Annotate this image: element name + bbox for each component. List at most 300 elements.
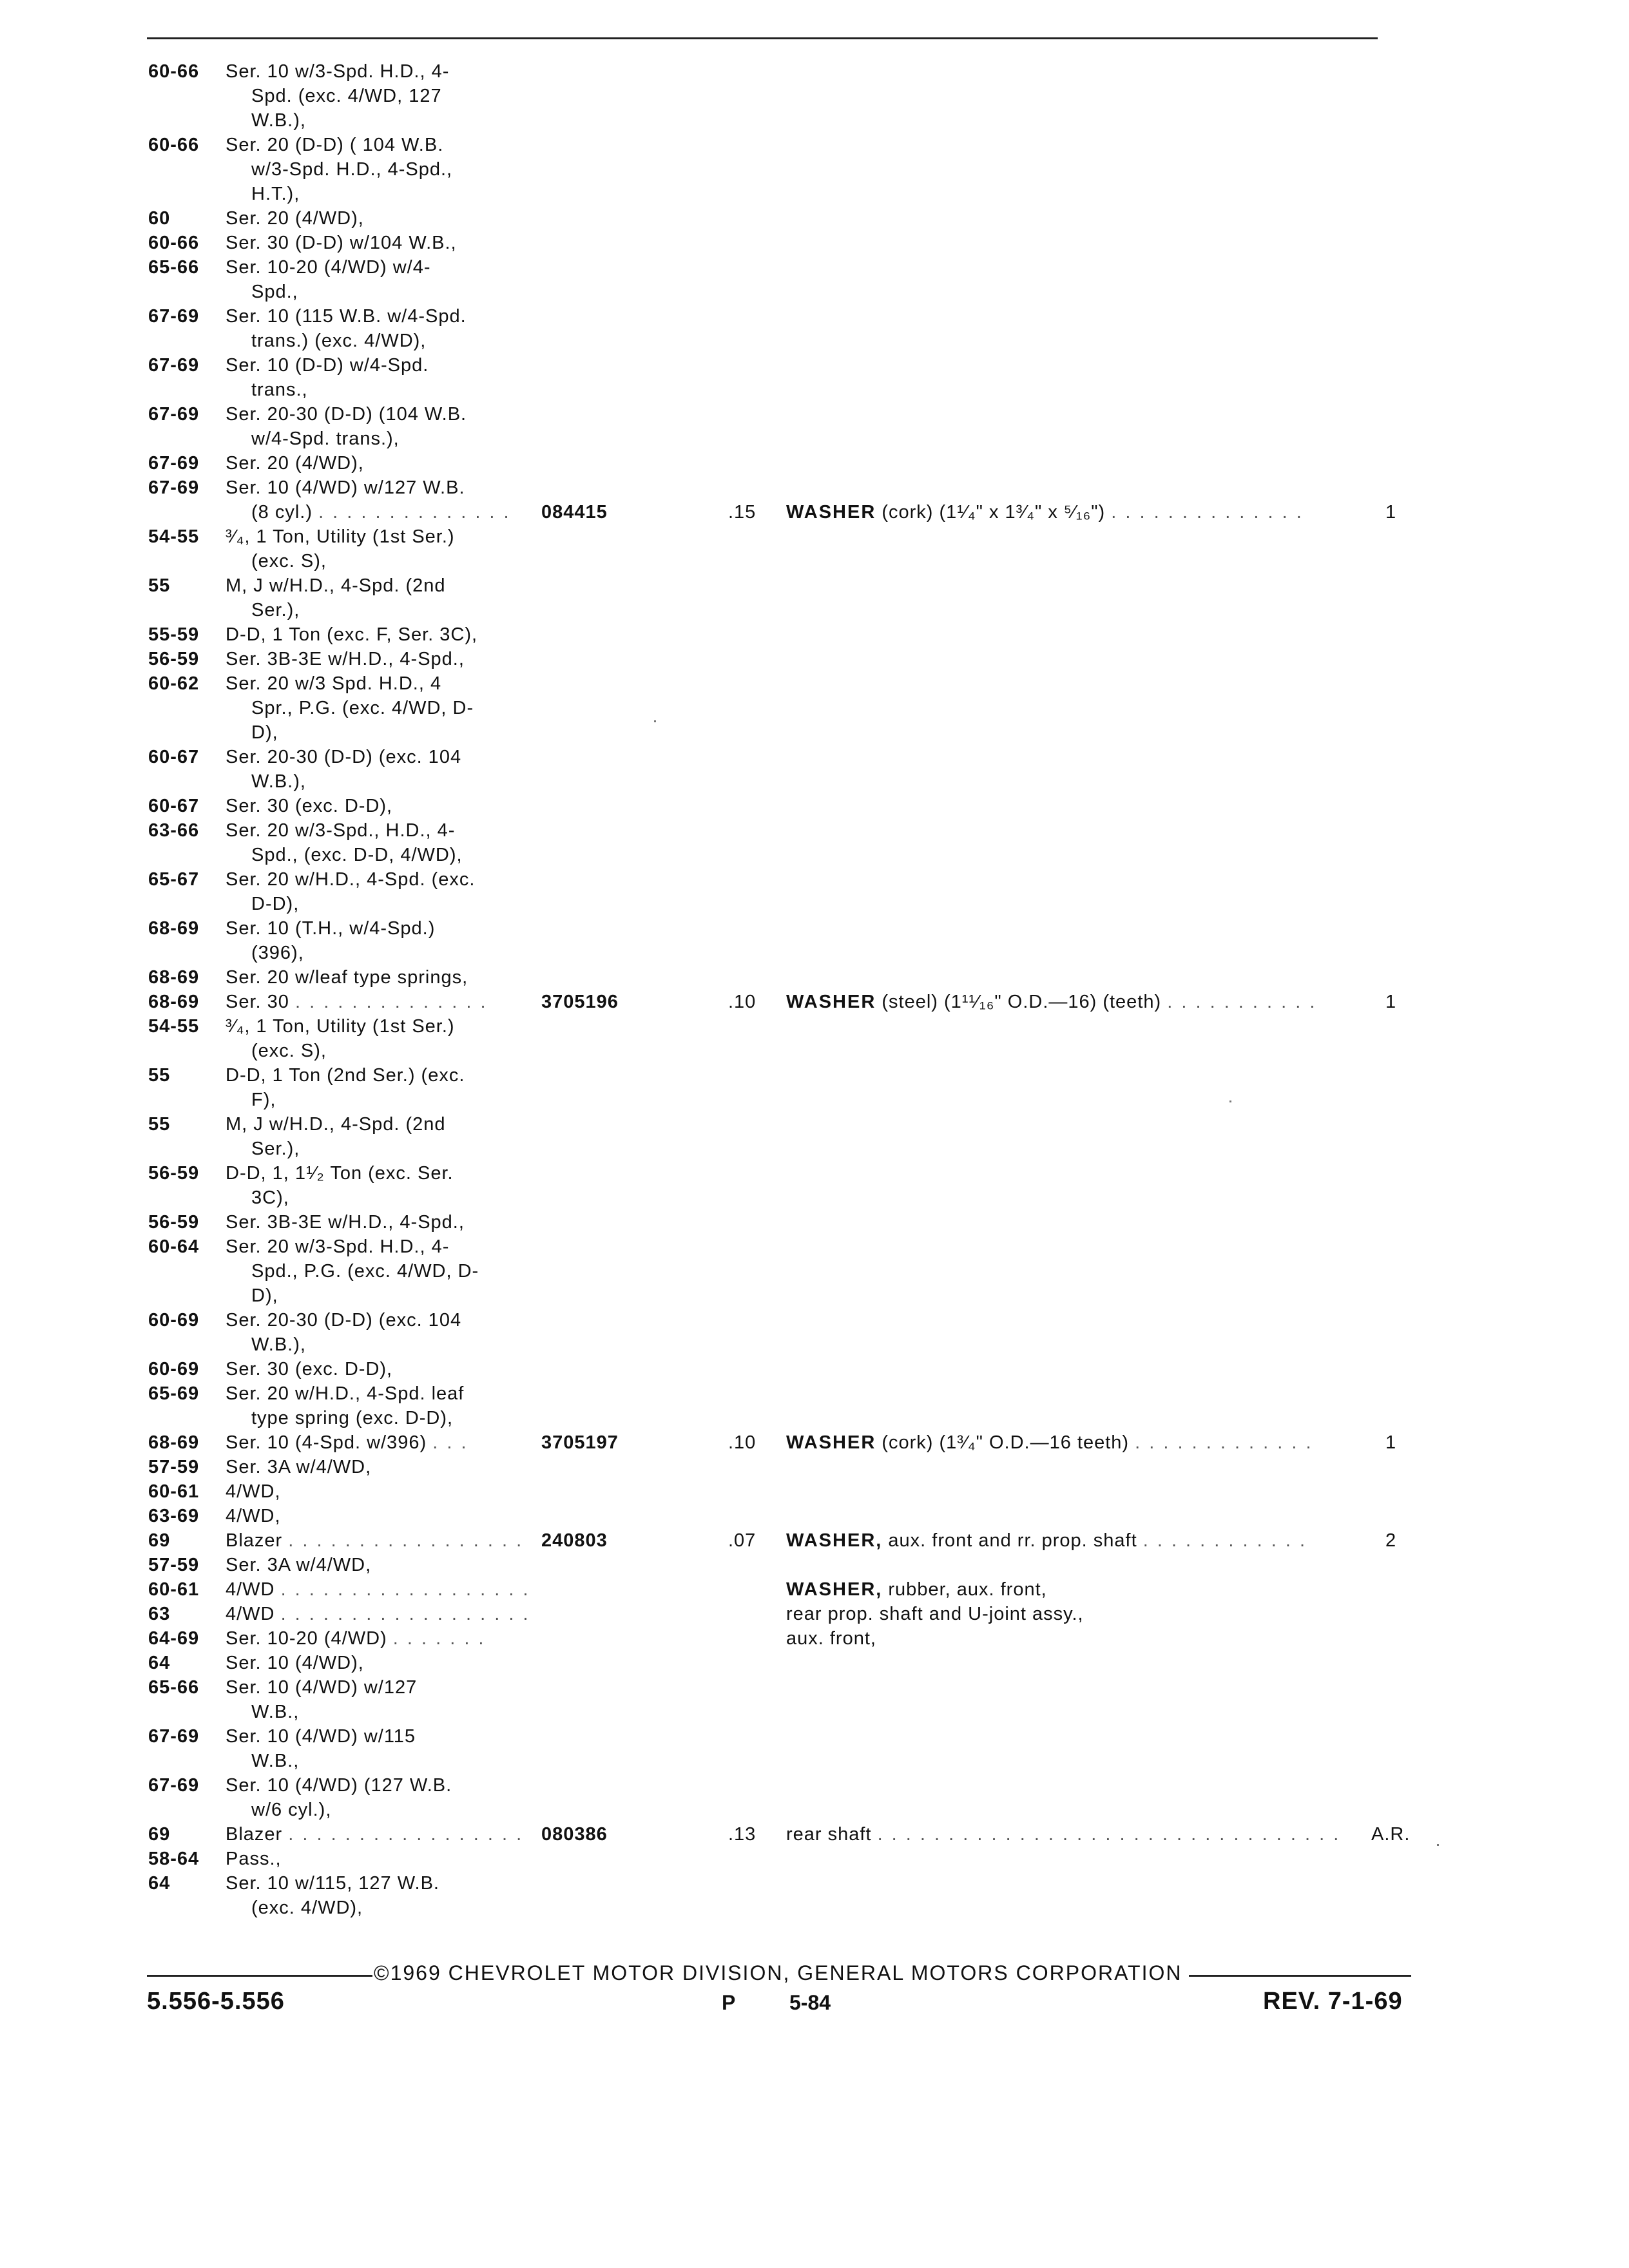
description-text: 3C), [251, 1187, 289, 1208]
application-description [226, 1210, 465, 1235]
footer-rule-right [1189, 1975, 1411, 1977]
model-years: 60-64 [148, 1236, 200, 1257]
description-text: Ser. 10 (4/WD), [226, 1653, 364, 1673]
model-years: 60-61 [148, 1579, 200, 1600]
model-years: 55 [148, 1065, 171, 1086]
part-name-detail: (cork) (1³⁄₄" O.D.—16 teeth) [876, 1432, 1130, 1453]
model-years: 63 [148, 1604, 171, 1624]
list-row [0, 206, 1629, 231]
list-row [0, 524, 1629, 549]
description-text: 4/WD, [226, 1506, 281, 1526]
scan-speck [1229, 1100, 1231, 1102]
description-text: Ser. 10 (D-D) w/4-Spd. [226, 355, 429, 376]
part-name [786, 1626, 876, 1651]
application-description [226, 647, 465, 671]
top-rule [147, 37, 1378, 39]
model-years: 60-62 [148, 673, 200, 694]
application-description [226, 524, 455, 549]
list-row [0, 1896, 1629, 1920]
list-row [0, 1430, 1629, 1455]
list-row [0, 402, 1629, 427]
description-text: ³⁄₄, 1 Ton, Utility (1st Ser.) [226, 1016, 455, 1037]
page-letter: P [722, 1991, 736, 2014]
list-row [0, 720, 1629, 745]
description-text: trans., [251, 380, 308, 400]
application-description [226, 353, 429, 378]
application-description [226, 451, 364, 476]
model-years: 65-67 [148, 869, 200, 890]
list-row [0, 1528, 1629, 1553]
model-years: 55 [148, 575, 171, 596]
list-row [0, 1235, 1629, 1259]
model-years: 54-55 [148, 1016, 200, 1037]
application-description [226, 402, 467, 427]
list-row [0, 1675, 1629, 1700]
part-number: 240803 [541, 1530, 608, 1551]
leader-dots: . . . . . . . . . . . . . . . . . [288, 1824, 524, 1845]
description-text: Ser. 3B-3E w/H.D., 4-Spd., [226, 649, 465, 669]
list-row [0, 1504, 1629, 1528]
list-row [0, 671, 1629, 696]
description-text: Ser. 10-20 (4/WD) [226, 1628, 387, 1649]
description-text: trans.) (exc. 4/WD), [251, 331, 427, 351]
description-text: Ser. 30 (exc. D-D), [226, 796, 393, 816]
description-text: Ser. 30 [226, 992, 289, 1012]
part-name-heading: WASHER, [786, 1530, 883, 1551]
list-row [0, 133, 1629, 157]
application-description [226, 745, 461, 769]
list-row [0, 500, 1629, 524]
part-name-detail: aux. front, [786, 1628, 876, 1649]
application-description [226, 1455, 371, 1479]
model-years: 54-55 [148, 526, 200, 547]
scan-speck [654, 720, 656, 722]
model-years: 68-69 [148, 967, 200, 988]
application-description [226, 671, 441, 696]
description-text: Pass., [226, 1849, 282, 1869]
list-row [0, 965, 1629, 990]
description-text: D-D, 1 Ton (exc. F, Ser. 3C), [226, 624, 478, 645]
application-description [226, 1773, 452, 1798]
application-description [251, 157, 452, 182]
description-text: Blazer [226, 1824, 283, 1845]
list-row [0, 108, 1629, 133]
application-description [251, 1406, 453, 1430]
part-name-heading: WASHER [786, 1432, 876, 1453]
list-row [0, 1871, 1629, 1896]
application-description [226, 1675, 417, 1700]
application-description [251, 84, 442, 108]
model-years: 64-69 [148, 1628, 200, 1649]
model-years: 65-66 [148, 1677, 200, 1698]
price: .10 [728, 1432, 757, 1453]
application-description [226, 916, 435, 941]
list-row [0, 1186, 1629, 1210]
model-years: 60-69 [148, 1359, 200, 1379]
part-number: 3705196 [541, 992, 619, 1012]
description-text: Ser. 3A w/4/WD, [226, 1457, 372, 1477]
list-row [0, 231, 1629, 255]
application-description [251, 769, 306, 794]
leader-dots: . . . . . . . . . . . . . [1135, 1432, 1313, 1453]
application-description [251, 427, 400, 451]
model-years: 60-67 [148, 747, 200, 767]
description-text: M, J w/H.D., 4-Spd. (2nd [226, 575, 446, 596]
list-row [0, 647, 1629, 671]
part-name-detail: (steel) (1¹¹⁄₁₆" O.D.—16) (teeth) [876, 992, 1162, 1012]
part-name-detail: (cork) (1¹⁄₄" x 1³⁄₄" x ⁵⁄₁₆") [876, 502, 1106, 523]
model-years: 67-69 [148, 355, 200, 376]
model-years: 67-69 [148, 404, 200, 425]
part-number: 3705197 [541, 1432, 619, 1453]
description-text: Spd., [251, 282, 298, 302]
list-row [0, 1308, 1629, 1332]
list-row [0, 818, 1629, 843]
model-years: 69 [148, 1824, 171, 1845]
model-years: 60-69 [148, 1310, 200, 1331]
description-text: W.B.), [251, 771, 306, 792]
description-text: D), [251, 1285, 278, 1306]
description-text: Ser. 20 w/3 Spd. H.D., 4 [226, 673, 442, 694]
model-years: 65-66 [148, 257, 200, 278]
application-description [251, 1798, 331, 1822]
description-text: Ser. 20 w/leaf type springs, [226, 967, 468, 988]
model-years: 60-66 [148, 61, 200, 82]
model-years: 67-69 [148, 1775, 200, 1796]
application-description [226, 1626, 486, 1651]
model-years: 63-66 [148, 820, 200, 841]
list-row [0, 329, 1629, 353]
part-name-detail: rubber, aux. front, [882, 1579, 1047, 1600]
application-description [251, 549, 327, 573]
description-text: 4/WD [226, 1604, 275, 1624]
application-description [226, 1430, 468, 1455]
application-description [226, 1822, 523, 1847]
model-years: 58-64 [148, 1849, 200, 1869]
description-text: Ser. 20 w/H.D., 4-Spd. (exc. [226, 869, 476, 890]
application-description [251, 941, 304, 965]
application-description [226, 1651, 364, 1675]
description-text: Ser. 30 (exc. D-D), [226, 1359, 393, 1379]
description-text: Ser. 20 w/3-Spd., H.D., 4- [226, 820, 456, 841]
description-text: w/6 cyl.), [251, 1800, 332, 1820]
description-text: D-D), [251, 894, 300, 914]
list-row [0, 59, 1629, 84]
list-row [0, 990, 1629, 1014]
application-description [226, 1479, 281, 1504]
description-text: w/3-Spd. H.D., 4-Spd., [251, 159, 453, 180]
description-text: Ser. 20-30 (D-D) (exc. 104 [226, 1310, 462, 1331]
list-row [0, 1210, 1629, 1235]
leader-dots: . . . . . . . . . . . [1167, 992, 1317, 1012]
description-text: Ser. 10 (4-Spd. w/396) [226, 1432, 427, 1453]
price: .07 [728, 1530, 757, 1551]
model-years: 60-66 [148, 135, 200, 155]
application-description [226, 1063, 465, 1088]
list-row [0, 1553, 1629, 1577]
application-description [226, 59, 449, 84]
application-description [226, 1308, 461, 1332]
application-description [226, 133, 443, 157]
description-text: H.T.), [251, 184, 300, 204]
description-text: M, J w/H.D., 4-Spd. (2nd [226, 1114, 446, 1135]
description-text: type spring (exc. D-D), [251, 1408, 454, 1428]
price: .15 [728, 502, 757, 523]
list-row [0, 598, 1629, 622]
description-text: W.B.), [251, 1334, 306, 1355]
list-row [0, 941, 1629, 965]
description-text: Spr., P.G. (exc. 4/WD, D- [251, 698, 474, 718]
list-row [0, 549, 1629, 573]
quantity: A.R. [1371, 1824, 1411, 1845]
part-name [786, 1822, 1340, 1847]
description-text: Ser. 20 (D-D) ( 104 W.B. [226, 135, 444, 155]
list-row [0, 255, 1629, 280]
part-name-detail: rear prop. shaft and U-joint assy., [786, 1604, 1084, 1624]
list-row [0, 1283, 1629, 1308]
leader-dots: . . . . . . . . . . . . . . [294, 992, 488, 1012]
application-description [226, 867, 475, 892]
model-years: 65-69 [148, 1383, 200, 1404]
model-years: 69 [148, 1530, 171, 1551]
description-text: Ser. 3B-3E w/H.D., 4-Spd., [226, 1212, 465, 1233]
list-row [0, 1381, 1629, 1406]
application-description [226, 1602, 530, 1626]
part-name-detail: aux. front and rr. prop. shaft [882, 1530, 1137, 1551]
price: .10 [728, 992, 757, 1012]
list-row [0, 696, 1629, 720]
price: .13 [728, 1824, 757, 1845]
application-description [251, 1896, 363, 1920]
description-text: Ser.), [251, 600, 300, 620]
model-years: 64 [148, 1653, 171, 1673]
description-text: Spd. (exc. 4/WD, 127 [251, 86, 442, 106]
model-years: 56-59 [148, 649, 200, 669]
quantity: 1 [1385, 992, 1397, 1012]
leader-dots: . . . . . . . . . . . . . . [1111, 502, 1304, 523]
leader-dots: . . . . . . . . . . . . [1142, 1530, 1307, 1551]
part-name [786, 990, 1316, 1014]
list-row [0, 1039, 1629, 1063]
description-text: Ser. 10 (4/WD) (127 W.B. [226, 1775, 452, 1796]
part-name-detail: rear shaft [786, 1824, 872, 1845]
application-description [226, 1381, 464, 1406]
description-text: W.B., [251, 1702, 300, 1722]
application-description [251, 1088, 276, 1112]
application-description [251, 1137, 300, 1161]
description-text: ³⁄₄, 1 Ton, Utility (1st Ser.) [226, 526, 455, 547]
list-row [0, 451, 1629, 476]
application-description [251, 108, 306, 133]
list-row [0, 182, 1629, 206]
footer-rule-left [147, 1975, 372, 1977]
description-text: D), [251, 722, 278, 743]
application-description [226, 231, 457, 255]
application-description [251, 720, 278, 745]
part-name [786, 1602, 1084, 1626]
model-years: 67-69 [148, 453, 200, 474]
application-description [251, 329, 426, 353]
list-row [0, 1577, 1629, 1602]
application-description [226, 1014, 455, 1039]
model-years: 60-61 [148, 1481, 200, 1502]
description-text: Spd., (exc. D-D, 4/WD), [251, 845, 463, 865]
leader-dots: . . . . . . . . . . . . . . [318, 502, 511, 523]
application-description [226, 794, 392, 818]
list-row [0, 1847, 1629, 1871]
description-text: 4/WD [226, 1579, 275, 1600]
model-years: 68-69 [148, 1432, 200, 1453]
list-row [0, 1332, 1629, 1357]
application-description [251, 598, 300, 622]
list-row [0, 1700, 1629, 1724]
application-description [251, 378, 308, 402]
part-number: 084415 [541, 502, 608, 523]
description-text: F), [251, 1090, 276, 1110]
application-description [251, 1259, 479, 1283]
model-years: 67-69 [148, 477, 200, 498]
list-row [0, 304, 1629, 329]
list-row [0, 1112, 1629, 1137]
list-row [0, 794, 1629, 818]
application-description [251, 500, 511, 524]
part-name [786, 1430, 1313, 1455]
leader-dots: . . . . . . . [392, 1628, 486, 1649]
application-description [226, 1504, 281, 1528]
application-description [251, 843, 463, 867]
application-description [251, 1039, 327, 1063]
description-text: w/4-Spd. trans.), [251, 428, 400, 449]
description-text: Ser. 30 (D-D) w/104 W.B., [226, 233, 457, 253]
revision-date: REV. 7-1-69 [1263, 1988, 1403, 2015]
description-text: Ser. 10 w/115, 127 W.B. [226, 1873, 439, 1894]
list-row [0, 1822, 1629, 1847]
description-text: Spd., P.G. (exc. 4/WD, D- [251, 1261, 479, 1282]
application-description [251, 182, 300, 206]
application-description [226, 818, 455, 843]
list-row [0, 1161, 1629, 1186]
model-years: 55 [148, 1114, 171, 1135]
page-number: 5-84 [789, 1991, 831, 2014]
quantity: 2 [1385, 1530, 1397, 1551]
list-row [0, 916, 1629, 941]
application-description [226, 1528, 523, 1553]
application-description [226, 476, 465, 500]
description-text: 4/WD, [226, 1481, 281, 1502]
part-name-heading: WASHER, [786, 1579, 883, 1600]
list-row [0, 892, 1629, 916]
list-row [0, 1773, 1629, 1798]
list-row [0, 476, 1629, 500]
description-text: Ser. 20 (4/WD), [226, 453, 364, 474]
application-description [251, 892, 299, 916]
list-row [0, 1749, 1629, 1773]
list-row [0, 1406, 1629, 1430]
leader-dots: . . . . . . . . . . . . . . . . . . [280, 1604, 530, 1624]
list-row [0, 1626, 1629, 1651]
description-text: Ser. 20-30 (D-D) (exc. 104 [226, 747, 462, 767]
part-number: 080386 [541, 1824, 608, 1845]
application-description [251, 1283, 278, 1308]
model-years: 68-69 [148, 992, 200, 1012]
description-text: Ser. 3A w/4/WD, [226, 1555, 372, 1575]
application-description [226, 1112, 446, 1137]
list-row [0, 1602, 1629, 1626]
list-row [0, 1455, 1629, 1479]
application-description [251, 280, 298, 304]
list-row [0, 1088, 1629, 1112]
application-description [226, 1161, 454, 1186]
part-name-heading: WASHER [786, 992, 876, 1012]
application-description [226, 1235, 449, 1259]
list-row [0, 1724, 1629, 1749]
model-years: 60-66 [148, 233, 200, 253]
application-description [251, 1186, 289, 1210]
leader-dots: . . . . . . . . . . . . . . . . . [288, 1530, 524, 1551]
application-description [226, 1724, 416, 1749]
description-text: D-D, 1, 1¹⁄₂ Ton (exc. Ser. [226, 1163, 454, 1184]
list-row [0, 1479, 1629, 1504]
list-row [0, 378, 1629, 402]
model-years: 67-69 [148, 306, 200, 327]
part-name [786, 500, 1304, 524]
description-text: Ser. 10 (4/WD) w/115 [226, 1726, 416, 1747]
list-row [0, 1357, 1629, 1381]
list-row [0, 573, 1629, 598]
list-row [0, 280, 1629, 304]
leader-dots: . . . . . . . . . . . . . . . . . . . . . . . . . . . . . . . . . [877, 1824, 1341, 1845]
model-years: 57-59 [148, 1555, 200, 1575]
description-text: (396), [251, 943, 304, 963]
list-row [0, 353, 1629, 378]
application-description [226, 965, 468, 990]
model-years: 63-69 [148, 1506, 200, 1526]
part-name [786, 1528, 1307, 1553]
part-name-heading: WASHER [786, 502, 876, 523]
model-years: 57-59 [148, 1457, 200, 1477]
list-row [0, 622, 1629, 647]
application-description [226, 622, 477, 647]
application-description [226, 206, 364, 231]
model-years: 55-59 [148, 624, 200, 645]
list-row [0, 427, 1629, 451]
list-row [0, 1798, 1629, 1822]
leader-dots: . . . . . . . . . . . . . . . . . . [280, 1579, 530, 1600]
description-text: Ser.), [251, 1139, 300, 1159]
list-row [0, 867, 1629, 892]
description-text: (exc. 4/WD), [251, 1898, 363, 1918]
description-text: Ser. 10 w/3-Spd. H.D., 4- [226, 61, 450, 82]
list-row [0, 1137, 1629, 1161]
description-text: W.B., [251, 1751, 300, 1771]
model-years: 60 [148, 208, 171, 229]
application-description [226, 255, 431, 280]
description-text: (exc. S), [251, 551, 327, 572]
description-text: (exc. S), [251, 1041, 327, 1061]
application-description [226, 1357, 392, 1381]
list-row [0, 745, 1629, 769]
description-text: Blazer [226, 1530, 283, 1551]
model-years: 67-69 [148, 1726, 200, 1747]
application-description [226, 1871, 439, 1896]
application-description [251, 1700, 299, 1724]
part-name [786, 1577, 1047, 1602]
scan-speck [1437, 1844, 1439, 1846]
description-text: (8 cyl.) [251, 502, 313, 523]
section-number: 5.556-5.556 [147, 1988, 285, 2015]
list-row [0, 1651, 1629, 1675]
description-text: Ser. 10 (T.H., w/4-Spd.) [226, 918, 436, 939]
